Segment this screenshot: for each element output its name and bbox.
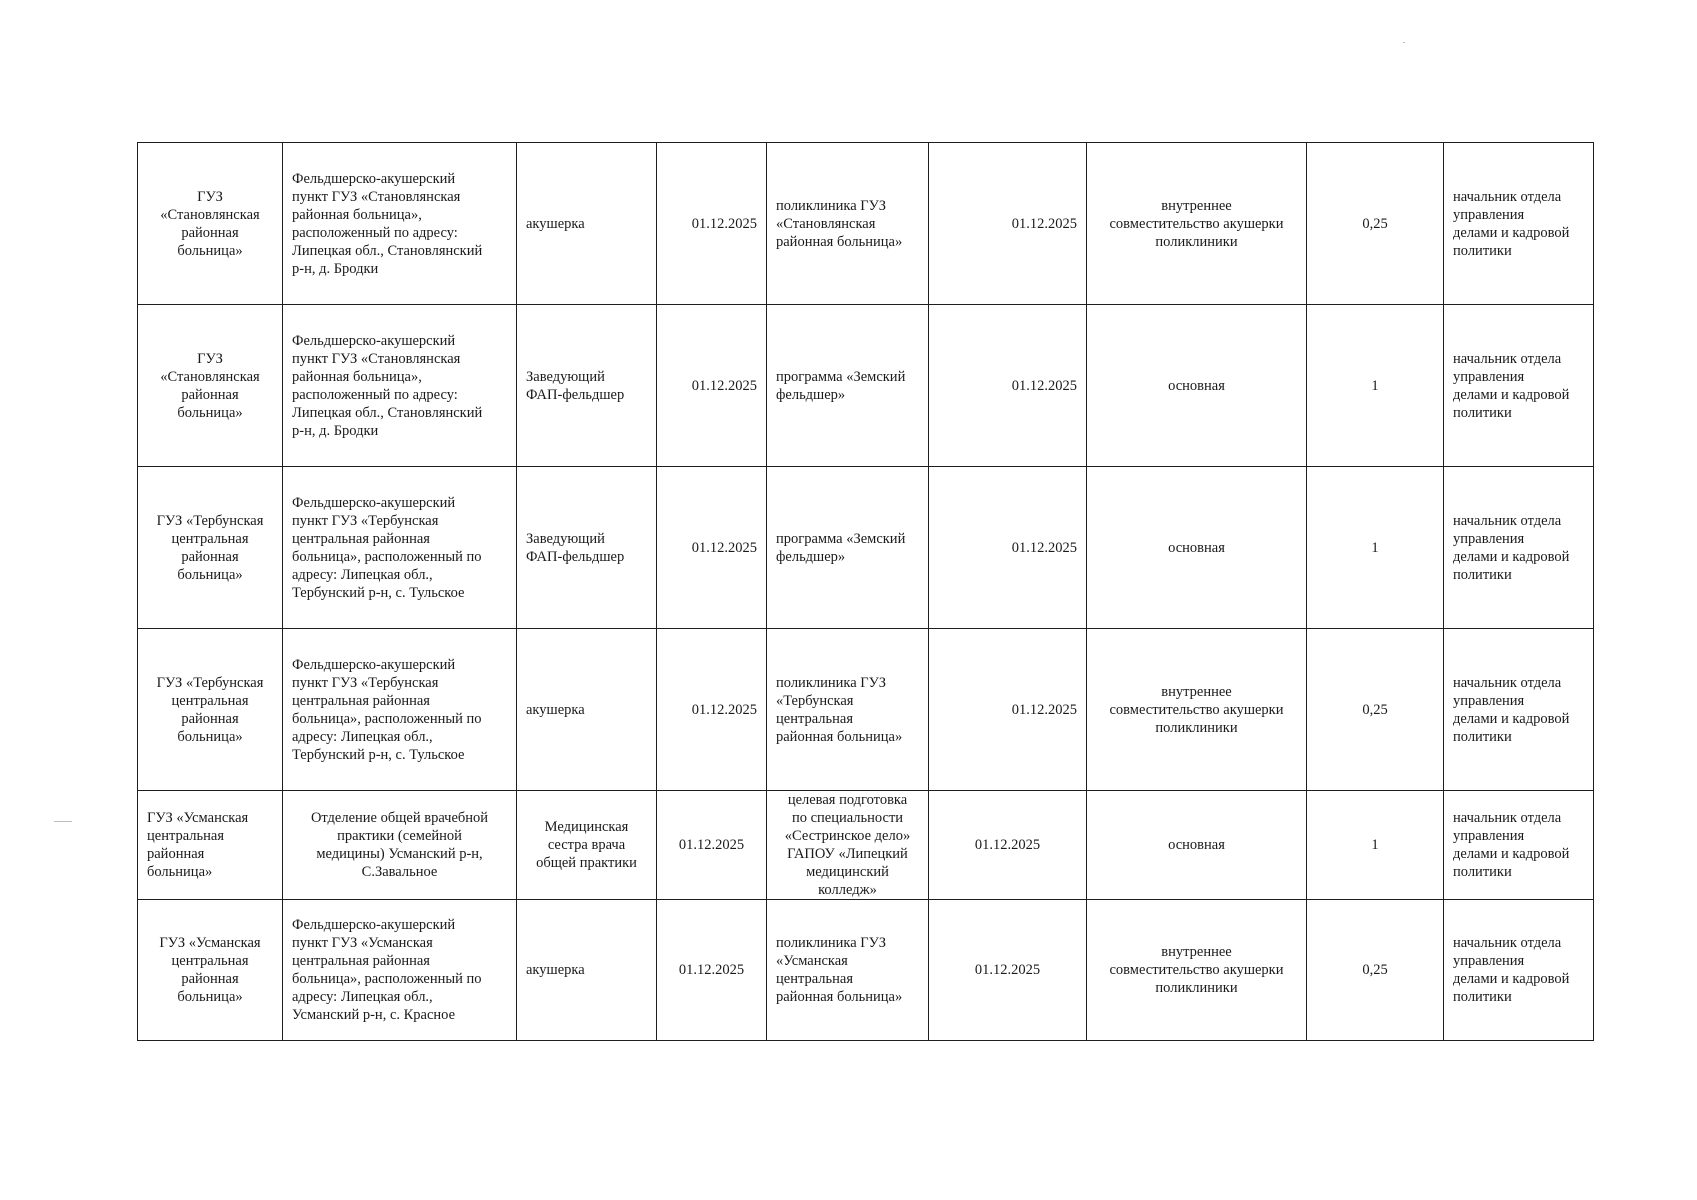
contact-text: начальник отдела управления делами и кадровой политики (1453, 188, 1570, 259)
date-open-cell (657, 305, 767, 467)
date-start-cell (929, 629, 1087, 791)
source-cell (767, 791, 929, 900)
organization-cell (138, 629, 283, 791)
contact-cell (1444, 900, 1594, 1041)
date-open-cell (657, 467, 767, 629)
unit-address-text: Фельдшерско-акушерский пункт ГУЗ «Тербунская центральная районная больница», расположенный по адресу: Липецкая обл., Тербунский р-н, с. Тульское (292, 656, 482, 763)
position-cell (517, 900, 657, 1041)
employment-type-text: внутреннее совместительство акушерки поликлиники (1109, 197, 1284, 250)
date-start-text: 01.12.2025 (974, 837, 1041, 853)
organization-text: ГУЗ «Тербунская центральная районная больница» (156, 674, 264, 745)
source-text: целевая подготовка по специальности «Сестринское дело» ГАПОУ «Липецкий медицинский колледж» (784, 792, 911, 898)
organization-cell (138, 900, 283, 1041)
vacancies-table (137, 142, 1594, 1041)
unit-address-cell (283, 900, 517, 1041)
unit-address-cell (283, 143, 517, 305)
position-text: Заведующий ФАП-фельдшер (526, 530, 625, 565)
date-open-text: 01.12.2025 (691, 215, 757, 232)
source-cell (767, 467, 929, 629)
contact-text: начальник отдела управления делами и кадровой политики (1453, 350, 1570, 421)
table-row (138, 900, 1594, 1041)
employment-type-cell (1087, 467, 1307, 629)
contact-cell (1444, 467, 1594, 629)
employment-type-cell (1087, 629, 1307, 791)
date-open-text: 01.12.2025 (691, 539, 757, 556)
date-start-cell (929, 467, 1087, 629)
unit-address-text: Фельдшерско-акушерский пункт ГУЗ «Становлянская районная больница», расположенный по адресу: Липецкая обл., Становлянский р-н, д. Бродки (292, 170, 483, 277)
date-start-text: 01.12.2025 (1011, 701, 1077, 718)
date-start-cell (929, 791, 1087, 900)
organization-text: ГУЗ «Становлянская районная больница» (160, 188, 260, 259)
source-text: программа «Земский фельдшер» (776, 368, 906, 403)
organization-text: ГУЗ «Тербунская центральная районная больница» (156, 512, 264, 583)
employment-type-cell (1087, 900, 1307, 1041)
table-row (138, 629, 1594, 791)
organization-text: ГУЗ «Становлянская районная больница» (160, 350, 260, 421)
contact-text: начальник отдела управления делами и кадровой политики (1453, 935, 1570, 1005)
source-cell (767, 305, 929, 467)
date-open-cell (657, 143, 767, 305)
source-cell (767, 143, 929, 305)
unit-address-cell (283, 467, 517, 629)
rate-cell (1307, 467, 1444, 629)
scan-speck (54, 821, 72, 822)
date-open-cell (657, 629, 767, 791)
organization-cell (138, 467, 283, 629)
unit-address-text: Фельдшерско-акушерский пункт ГУЗ «Становлянская районная больница», расположенный по адресу: Липецкая обл., Становлянский р-н, д. Бродки (292, 332, 483, 439)
employment-type-text: основная (1168, 837, 1225, 853)
organization-cell (138, 791, 283, 900)
date-open-cell (657, 791, 767, 900)
source-text: программа «Земский фельдшер» (776, 530, 906, 565)
position-text: Медицинская сестра врача общей практики (536, 819, 637, 871)
rate-cell (1307, 900, 1444, 1041)
organization-cell (138, 143, 283, 305)
employment-type-text: основная (1168, 377, 1225, 394)
scan-speck (1403, 42, 1405, 43)
employment-type-cell (1087, 791, 1307, 900)
date-open-text: 01.12.2025 (678, 962, 745, 978)
table-row (138, 467, 1594, 629)
unit-address-text: Отделение общей врачебной практики (семейной медицины) Усманский р-н, С.Завальное (310, 810, 489, 880)
date-open-text: 01.12.2025 (691, 701, 757, 718)
organization-cell (138, 305, 283, 467)
contact-text: начальник отдела управления делами и кадровой политики (1453, 512, 1570, 583)
date-open-cell (657, 900, 767, 1041)
rate-cell (1307, 791, 1444, 900)
position-cell (517, 143, 657, 305)
position-cell (517, 305, 657, 467)
contact-cell (1444, 791, 1594, 900)
rate-text: 1 (1371, 377, 1379, 394)
position-cell (517, 629, 657, 791)
contact-cell (1444, 305, 1594, 467)
position-cell (517, 467, 657, 629)
unit-address-cell (283, 305, 517, 467)
date-open-text: 01.12.2025 (691, 377, 757, 394)
date-open-text: 01.12.2025 (678, 837, 745, 853)
employment-type-text: внутреннее совместительство акушерки поликлиники (1109, 683, 1284, 736)
employment-type-text: внутреннее совместительство акушерки поликлиники (1109, 944, 1284, 996)
date-start-cell (929, 900, 1087, 1041)
position-cell (517, 791, 657, 900)
employment-type-cell (1087, 305, 1307, 467)
unit-address-cell (283, 629, 517, 791)
position-text: акушерка (526, 215, 585, 232)
unit-address-text: Фельдшерско-акушерский пункт ГУЗ «Усманская центральная районная больница», расположенный по адресу: Липецкая обл., Усманский р-н, с. Красное (292, 917, 482, 1023)
table-row (138, 305, 1594, 467)
source-text: поликлиника ГУЗ «Усманская центральная районная больница» (776, 935, 903, 1005)
rate-text: 0,25 (1362, 962, 1388, 978)
organization-text: ГУЗ «Усманская центральная районная больница» (147, 810, 249, 880)
employment-type-cell (1087, 143, 1307, 305)
unit-address-text: Фельдшерско-акушерский пункт ГУЗ «Тербунская центральная районная больница», расположенный по адресу: Липецкая обл., Тербунский р-н, с. Тульское (292, 494, 482, 601)
date-start-cell (929, 143, 1087, 305)
rate-text: 0,25 (1362, 215, 1388, 232)
date-start-text: 01.12.2025 (1011, 539, 1077, 556)
rate-text: 1 (1371, 539, 1379, 556)
rate-cell (1307, 305, 1444, 467)
date-start-text: 01.12.2025 (974, 962, 1041, 978)
rate-text: 1 (1371, 837, 1379, 853)
table-row (138, 791, 1594, 900)
position-text: акушерка (526, 701, 585, 718)
position-text: Заведующий ФАП-фельдшер (526, 368, 625, 403)
source-text: поликлиника ГУЗ «Тербунская центральная районная больница» (776, 674, 903, 745)
date-start-cell (929, 305, 1087, 467)
contact-cell (1444, 143, 1594, 305)
date-start-text: 01.12.2025 (1011, 215, 1077, 232)
source-cell (767, 629, 929, 791)
table-row (138, 143, 1594, 305)
contact-cell (1444, 629, 1594, 791)
organization-text: ГУЗ «Усманская центральная районная больница» (159, 935, 261, 1005)
rate-text: 0,25 (1362, 701, 1388, 718)
contact-text: начальник отдела управления делами и кадровой политики (1453, 674, 1570, 745)
position-text: акушерка (526, 962, 585, 978)
date-start-text: 01.12.2025 (1011, 377, 1077, 394)
rate-cell (1307, 143, 1444, 305)
source-text: поликлиника ГУЗ «Становлянская районная больница» (776, 197, 903, 250)
contact-text: начальник отдела управления делами и кадровой политики (1453, 810, 1570, 880)
source-cell (767, 900, 929, 1041)
rate-cell (1307, 629, 1444, 791)
unit-address-cell (283, 791, 517, 900)
employment-type-text: основная (1168, 539, 1225, 556)
